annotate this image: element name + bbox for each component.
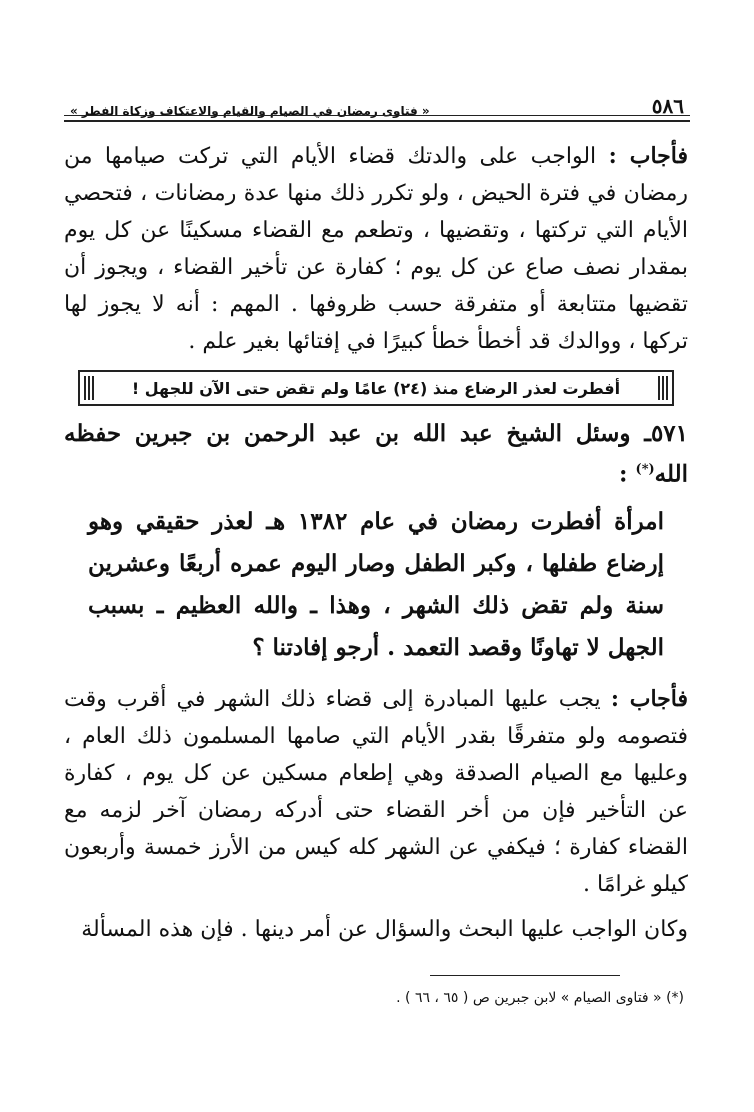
answer-lead: فأجاب : <box>610 685 689 712</box>
ornament-right <box>658 376 668 400</box>
page-number: ٥٨٦ <box>651 94 684 118</box>
page-header <box>70 88 684 118</box>
footnote-rule <box>430 975 620 976</box>
question-header-colon: : <box>619 460 628 488</box>
running-title: « فتاوى رمضان في الصيام والقيام والاعتكاف وزكاة الفطر » <box>70 104 430 118</box>
question-header <box>64 416 688 493</box>
footnote-marker: (*) <box>635 462 655 477</box>
banner-title: أفطرت لعذر الرضاع منذ (٢٤) عامًا ولم تقض حتى الآن للجهل ! <box>131 378 621 398</box>
question-header-text: ٥٧١ـ وسئل الشيخ عبد الله بن عبد الرحمن بن جبرين حفظه الله <box>64 420 688 488</box>
answer-paragraph-2 <box>64 681 688 903</box>
question-text: امرأة أفطرت رمضان في عام ١٣٨٢ هـ لعذر حقيقي وهو إرضاع طفلها ، وكبر الطفل وصار اليوم عمره أربعًا وعشرين سنة ولم تقض ذلك الشهر ، وهذا ـ والله العظيم ـ بسبب الجهل لا تهاونًا وقصد التعمد . أرجو إفادتنا ؟ <box>88 507 664 661</box>
continuation-paragraph: وكان الواجب عليها البحث والسؤال عن أمر دينها . فإن هذه المسألة <box>81 916 688 942</box>
ornament-left <box>84 376 94 400</box>
footnote: (*) « فتاوى الصيام » لابن جبرين ص ( ٦٥ ، ٦٦ ) . <box>396 990 684 1006</box>
page-body <box>64 138 688 948</box>
answer-text: الواجب على والدتك قضاء الأيام التي تركت صيامها من رمضان في فترة الحيض ، ولو تكرر ذلك منها عدة رمضانات ، فتحصي الأيام التي تركتها ، وتقضيها ، وتطعم مع القضاء مسكينًا عن كل يوم بمقدار نصف صاع عن كل يوم ؛ كفارة عن تأخير القضاء ، ويجوز أن تقضيها متتابعة أو متفرقة حسب ظروفها . المهم : أنه لا يجوز لها تركها ، ووالدك قد أخطأ خطأ كبيرًا في إفتائها بغير علم . <box>64 144 688 354</box>
spacer <box>64 903 688 911</box>
answer-lead: فأجاب : <box>608 143 688 169</box>
answer-paragraph-1 <box>64 138 688 360</box>
header-rule <box>64 115 690 122</box>
section-banner <box>78 370 674 406</box>
answer-text: يجب عليها المبادرة إلى قضاء ذلك الشهر في أقرب وقت فتصومه ولو متفرقًا بقدر الأيام التي صامها المسلمون ذلك العام ، وعليها مع الصيام الصدقة وهي إطعام مسكين عن كل يوم ، كفارة عن التأخير فإن من أخر القضاء حتى أدركه رمضان آخر لزمه مع القضاء كفارة ؛ فيكفي عن الشهر كله كيس من الأرز خمسة وأربعون كيلو غرامًا . <box>64 686 688 897</box>
